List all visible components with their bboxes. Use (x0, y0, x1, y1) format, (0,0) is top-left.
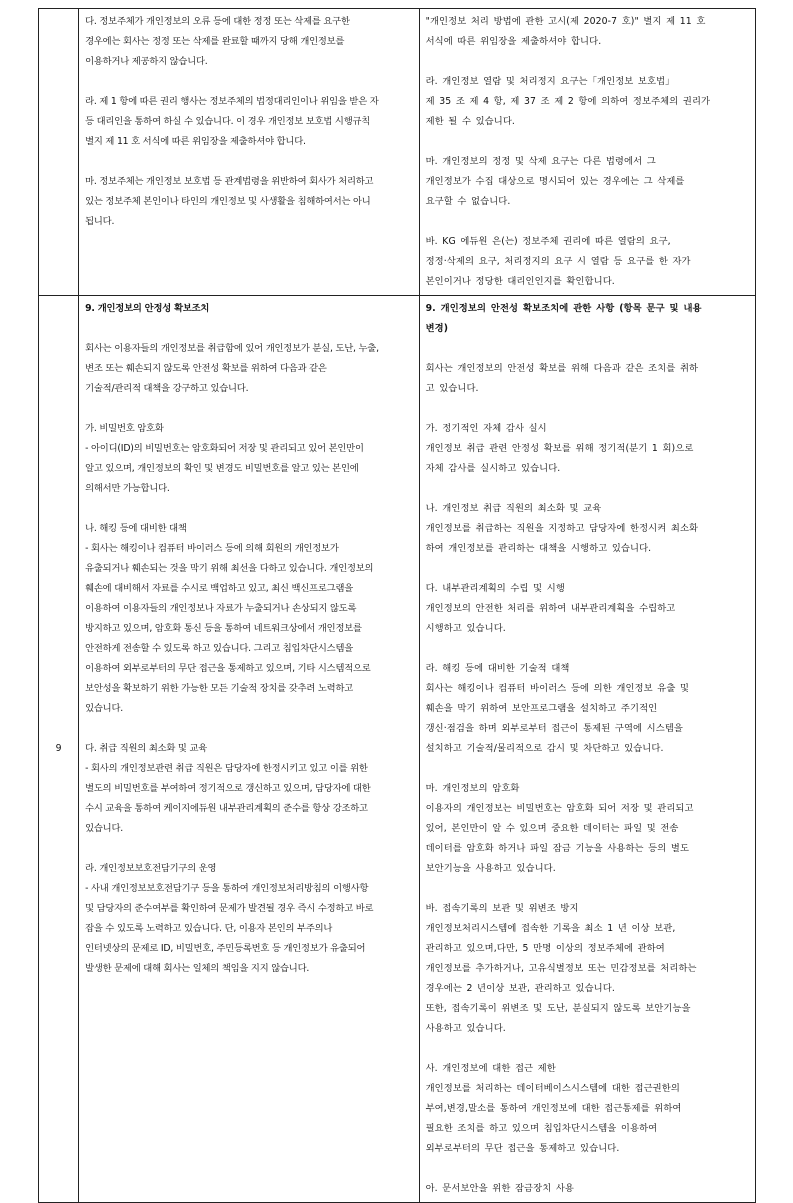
paragraph: 바. 접속기록의 보관 및 위변조 방지 개인정보처리시스템에 접속한 기록을 최소 1 년 이상 보관, 관리하고 있으며,다만, 5 만명 이상의 정보주체에 관하여 개인정보를 추가하거나, 고유식별정보 또는 민감정보를 처리하는 경우에는 2 년이상 보관, 관리하고 있습니다. 또한, 접속기록이 위변조 및 도난, 분실되지 않도록 보안기능을 사용하고 있습니다. (425, 903, 697, 1034)
paragraph: 라. 해킹 등에 대비한 기술적 대책 회사는 해킹이나 컴퓨터 바이러스 등에 의한 개인정보 유출 및 훼손을 막기 위하여 보안프로그램을 설치하고 주기적인 갱신·점검을 하며 외부로부터 접근이 통제된 구역에 시스템을 설치하고 기술적/물리적으로 감시 및 차단하고 있습니다. (425, 663, 690, 754)
section-title: 9. 개인정보의 안전성 확보조치에 관한 사항 (항목 문구 및 내용 변경) (425, 303, 702, 334)
paragraph: 나. 해킹 등에 대비한 대책 - 회사는 해킹이나 컴퓨터 바이러스 등에 의해 회원의 개인정보가 유출되거나 훼손되는 것을 막기 위해 최선을 다하고 있습니다. 개인정보의 훼손에 대비해서 자료를 수시로 백업하고 있고, 최신 백신프로그램을 이용하여 이용자들의 개인정보나 자료가 누출되거나 손상되지 않도록 방지하고 있으며, 암호화 통신 등을 통하여 네트워크상에서 개인정보를 안전하게 전송할 수 있도록 하고 있습니다. 그리고 침입차단시스템을 이용하여 외부로부터의 무단 접근을 통제하고 있으며, 기타 시스템적으로 보안성을 확보하기 위한 가능한 모든 기술적 장치를 갖추려 노력하고 있습니다. (85, 523, 374, 714)
paragraph: 마. 정보주체는 개인정보 보호법 등 관계법령을 위반하여 회사가 처리하고 있는 정보주체 본인이나 타인의 개인정보 및 사생활을 침해하여서는 아니 됩니다. (85, 176, 374, 227)
paragraph: 마. 개인정보의 정정 및 삭제 요구는 다른 법령에서 그 개인정보가 수집 대상으로 명시되어 있는 경우에는 그 삭제를 요구할 수 없습니다. (425, 156, 685, 207)
after-cell (419, 9, 755, 296)
row-number-cell (39, 9, 79, 296)
paragraph: 가. 정기적인 자체 감사 실시 개인정보 취급 관련 안정성 확보를 위해 정기적(분기 1 회)으로 자체 감사를 실시하고 있습니다. (425, 423, 694, 474)
paragraph: 다. 취급 직원의 최소화 및 교육 - 회사의 개인정보관련 취급 직원은 담당자에 한정시키고 있고 이를 위한 별도의 비밀번호를 부여하여 정기적으로 갱신하고 있으며, 담당자에 대한 수시 교육을 통하여 케이지에듀원 내부관리계획의 준수를 항상 강조하고 있습니다. (85, 743, 371, 834)
paragraph: 나. 개인정보 취급 직원의 최소화 및 교육 개인정보를 취급하는 직원을 지정하고 담당자에 한정시켜 최소화 하여 개인정보를 관리하는 대책을 시행하고 있습니다. (425, 503, 699, 554)
paragraph: 가. 비밀번호 암호화 - 아이디(ID)의 비밀번호는 암호화되어 저장 및 관리되고 있어 본인만이 알고 있으며, 개인정보의 확인 및 변경도 비밀번호를 알고 있는 본인에 의해서만 가능합니다. (85, 423, 364, 494)
paragraph: 라. 개인정보보호전담기구의 운영 - 사내 개인정보보호전담기구 등을 통하여 개인정보처리방침의 이행사항 및 담당자의 준수여부를 확인하여 문제가 발견될 경우 즉시 수정하고 바로 잡을 수 있도록 노력하고 있습니다. 단, 이용자 본인의 부주의나 인터넷상의 문제로 ID, 비밀번호, 주민등록번호 등 개인정보가 유출되어 발생한 문제에 대해 회사는 일체의 책임을 지지 않습니다. (85, 863, 374, 974)
paragraph: "개인정보 처리 방법에 관한 고시(제 2020-7 호)" 별지 제 11 호 서식에 따른 위임장을 제출하셔야 합니다. (425, 16, 706, 47)
paragraph: 마. 개인정보의 암호화 이용자의 개인정보는 비밀번호는 암호화 되어 저장 및 관리되고 있어, 본인만이 알 수 있으며 중요한 데이터는 파일 및 전송 데이터를 암호화 하거나 파일 잠금 기능을 사용하는 등의 별도 보안기능을 사용하고 있습니다. (425, 783, 694, 874)
paragraph: 다. 내부관리계획의 수립 및 시행 개인정보의 안전한 처리를 위하여 내부관리계획을 수립하고 시행하고 있습니다. (425, 583, 676, 634)
section-title: 9. 개인정보의 안정성 확보조치 (85, 303, 210, 314)
paragraph: 다. 정보주체가 개인정보의 오류 등에 대한 정정 또는 삭제를 요구한 경우에는 회사는 정정 또는 삭제를 완료할 때까지 당해 개인정보를 이용하거나 제공하지 않습니다. (85, 16, 350, 67)
paragraph: 회사는 이용자들의 개인정보를 취급함에 있어 개인정보가 분실, 도난, 누출, 변조 또는 훼손되지 않도록 안전성 확보를 위하여 다음과 같은 기술적/관리적 대책을 강구하고 있습니다. (85, 343, 379, 394)
paragraph: 사. 개인정보에 대한 접근 제한 개인정보를 처리하는 데이터베이스시스템에 대한 접근권한의 부여,변경,말소를 통하여 개인정보에 대한 접근통제를 위하여 필요한 조치를 하고 있으며 침입차단시스템을 이용하여 외부로부터의 무단 접근을 통제하고 있습니다. (425, 1063, 682, 1154)
table-row (39, 9, 756, 296)
paragraph: 아. 문서보안을 위한 잠금장치 사용 (425, 1183, 575, 1194)
paragraph: 라. 개인정보 열람 및 처리정지 요구는「개인정보 보호법」 제 35 조 제 4 항, 제 37 조 제 2 항에 의하여 정보주체의 권리가 제한 될 수 있습니다. (425, 76, 711, 127)
comparison-table (38, 8, 756, 1203)
paragraph: 회사는 개인정보의 안전성 확보를 위해 다음과 같은 조치를 취하 고 있습니다. (425, 363, 699, 394)
paragraph: 바. KG 에듀원 은(는) 정보주체 권리에 따른 열람의 요구, 정정·삭제의 요구, 처리정지의 요구 시 열람 등 요구를 한 자가 본인이거나 정당한 대리인인지를 확인합니다. (425, 236, 691, 287)
table-row (39, 296, 756, 1203)
before-cell (79, 9, 419, 296)
after-cell (419, 296, 755, 1203)
row-number-cell: 9 (39, 296, 79, 1203)
paragraph: 라. 제 1 항에 따른 권리 행사는 정보주체의 법정대리인이나 위임을 받은 자 등 대리인을 통하여 하실 수 있습니다. 이 경우 개인정보 보호법 시행규칙 별지 제 11 호 서식에 따른 위임장을 제출하셔야 합니다. (85, 96, 379, 147)
before-cell (79, 296, 419, 1203)
